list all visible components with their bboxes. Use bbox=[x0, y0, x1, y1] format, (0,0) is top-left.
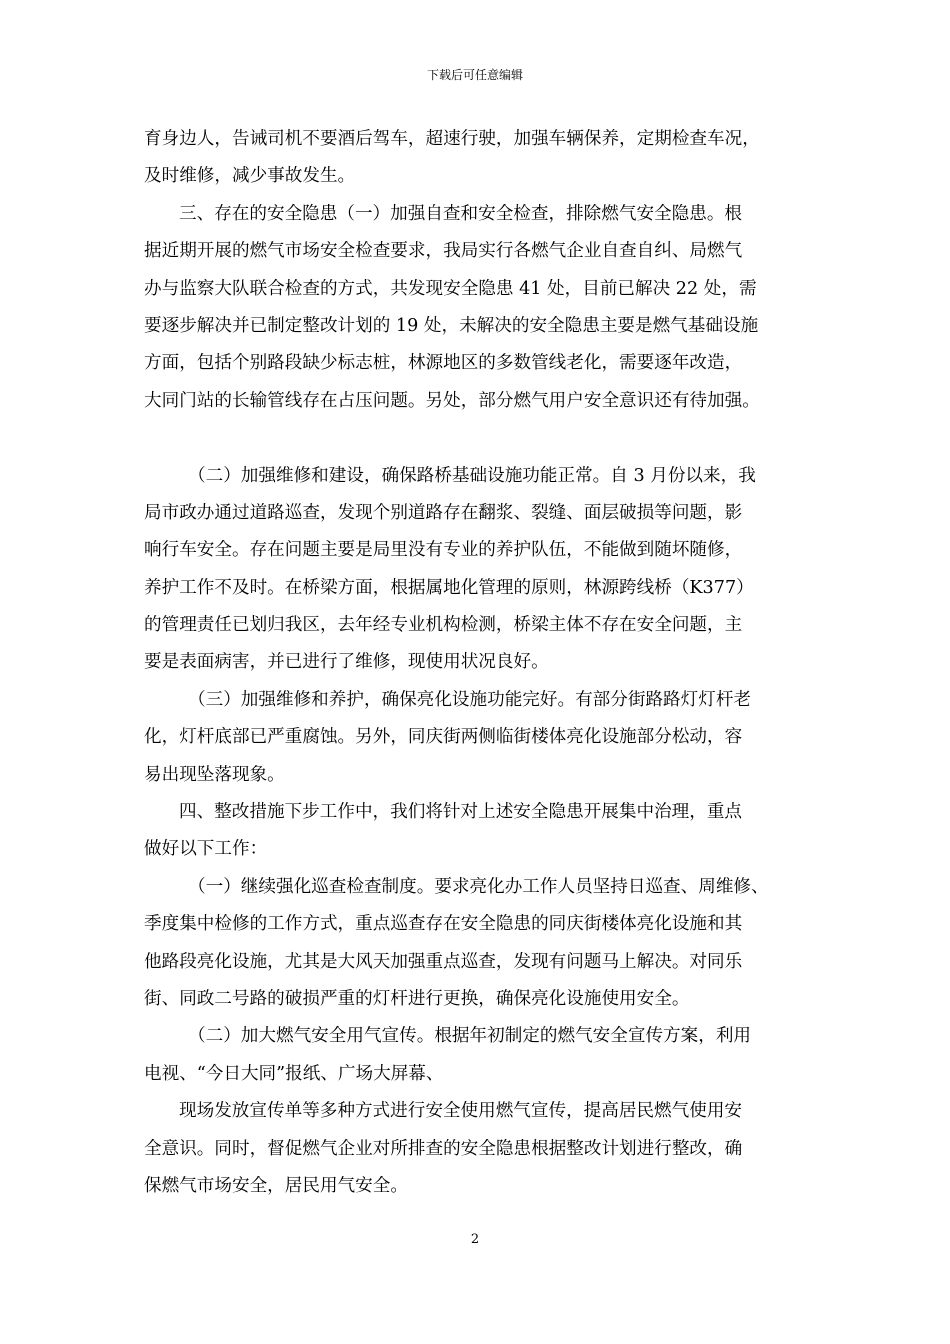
text-line: 的管理责任已划归我区，去年经专业机构检测，桥梁主体不存在安全问题，主 bbox=[144, 615, 743, 636]
text-line: 街、同政二号路的破损严重的灯杆进行更换，确保亮化设施使用安全。 bbox=[144, 988, 690, 1009]
page-number: 2 bbox=[470, 1232, 480, 1247]
page-header: 下载后可任意编辑 bbox=[426, 68, 523, 82]
text-line: 及时维修，减少事故发生。 bbox=[144, 166, 356, 187]
text-line: 保燃气市场安全，居民用气安全。 bbox=[144, 1175, 408, 1196]
text-line: 做好以下工作： bbox=[144, 839, 268, 860]
text-line: 化，灯杆底部已严重腐蚀。另外，同庆街两侧临街楼体亮化设施部分松动，容 bbox=[144, 727, 743, 748]
text-line: 要逐步解决并已制定整改计划的 19 处，未解决的安全隐患主要是燃气基础设施 bbox=[144, 315, 759, 336]
blank-line bbox=[144, 420, 820, 457]
text-line: （二）加强维修和建设，确保路桥基础设施功能正常。自 3 月份以来，我 bbox=[188, 465, 756, 486]
text-line: 易出现坠落现象。 bbox=[144, 764, 285, 785]
text-line: （二）加大燃气安全用气宣传。根据年初制定的燃气安全宣传方案，利用 bbox=[188, 1026, 752, 1047]
text-line: 全意识。同时，督促燃气企业对所排查的安全隐患根据整改计划进行整改，确 bbox=[144, 1138, 743, 1159]
document-body bbox=[144, 121, 820, 1205]
text-line: 要是表面病害，并已进行了维修，现使用状况良好。 bbox=[144, 652, 549, 673]
text-line: 方面，包括个别路段缺少标志桩，林源地区的多数管线老化，需要逐年改造， bbox=[144, 353, 743, 374]
text-line: （一）继续强化巡查检查制度。要求亮化办工作人员坚持日巡查、周维修、 bbox=[188, 876, 769, 897]
text-line: 局市政办通过道路巡查，发现个别道路存在翻浆、裂缝、面层破损等问题，影 bbox=[144, 502, 743, 523]
text-line: 育身边人，告诫司机不要酒后驾车，超速行驶，加强车辆保养，定期检查车况， bbox=[144, 129, 760, 149]
text-line: 办与监察大队联合检查的方式，共发现安全隐患 41 处，目前已解决 22 处，需 bbox=[144, 278, 757, 299]
text-line: 四、整改措施下步工作中，我们将针对上述安全隐患开展集中治理，重点 bbox=[179, 802, 743, 823]
text-line: 电视、“今日大同”报纸、广场大屏幕、 bbox=[144, 1063, 444, 1084]
text-line: （三）加强维修和养护，确保亮化设施功能完好。有部分街路路灯灯杆老 bbox=[188, 689, 752, 710]
text-line: 大同门站的长输管线存在占压问题。另处，部分燃气用户安全意识还有待加强。 bbox=[144, 390, 760, 411]
text-line: 据近期开展的燃气市场安全检查要求，我局实行各燃气企业自查自纠、局燃气 bbox=[144, 241, 743, 262]
text-line: 他路段亮化设施，尤其是大风天加强重点巡查，发现有问题马上解决。对同乐 bbox=[144, 951, 743, 972]
text-line: 季度集中检修的工作方式，重点巡查存在安全隐患的同庆街楼体亮化设施和其 bbox=[144, 914, 743, 935]
text-line: 现场发放宣传单等多种方式进行安全使用燃气宣传，提高居民燃气使用安 bbox=[179, 1101, 743, 1122]
text-line: 养护工作不及时。在桥梁方面，根据属地化管理的原则，林源跨线桥（K377） bbox=[144, 577, 754, 598]
text-line: 三、存在的安全隐患（一）加强自查和安全检查，排除燃气安全隐患。根 bbox=[179, 203, 743, 224]
text-line: 响行车安全。存在问题主要是局里没有专业的养护队伍，不能做到随坏随修， bbox=[144, 540, 743, 561]
